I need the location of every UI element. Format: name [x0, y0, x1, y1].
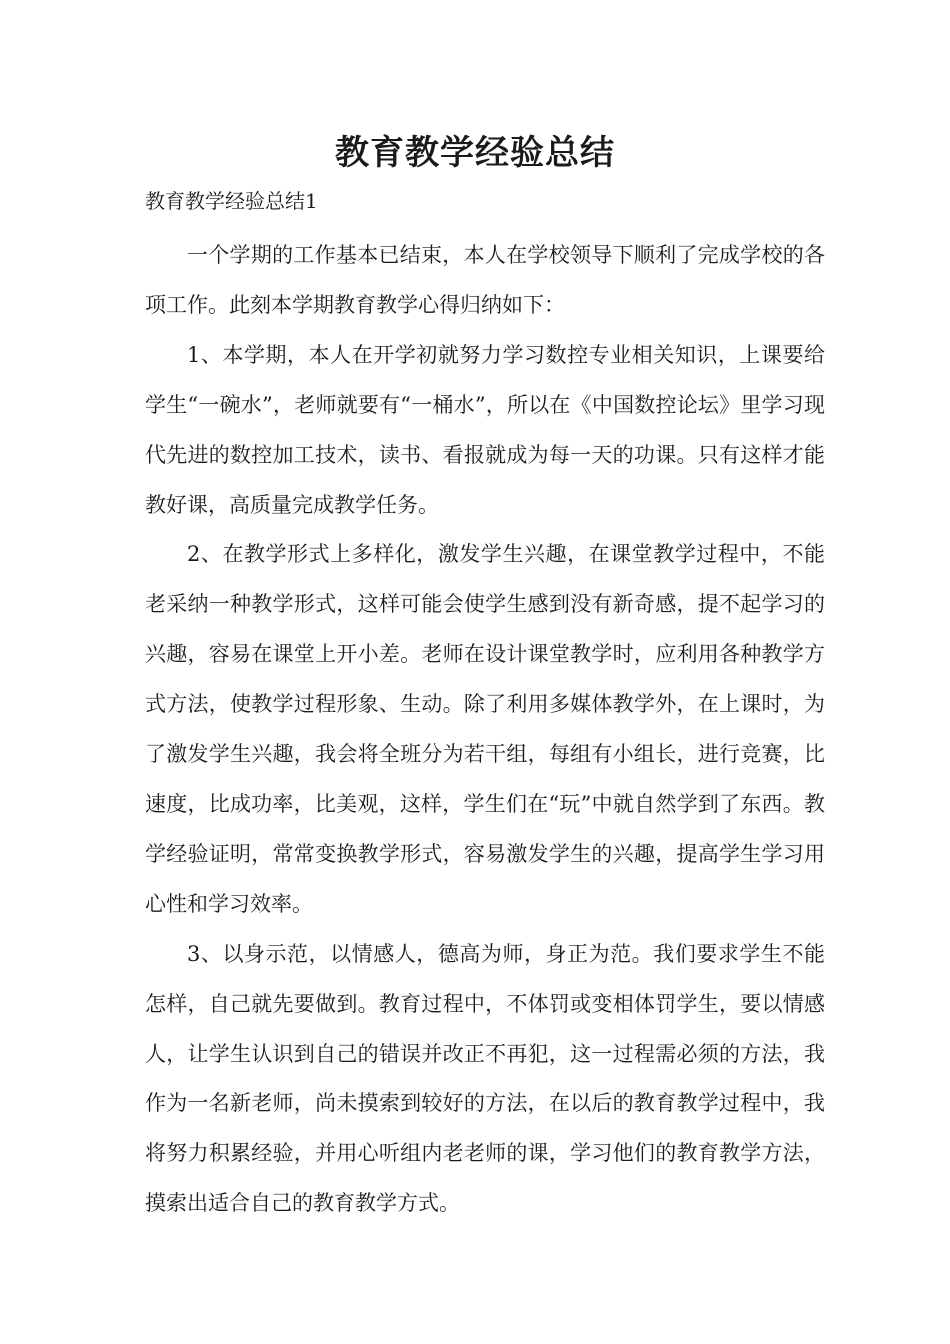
paragraph-point-3: 3、以身示范，以情感人，德高为师，身正为范。我们要求学生不能怎样，自己就先要做到。教育过程中，不体罚或变相体罚学生，要以情感人，让学生认识到自己的错误并改正不再犯，这一过程需必须的方法，我作为一名新老师，尚未摸索到较好的方法，在以后的教育教学过程中，我将努力积累经验，并用心听组内老老师的课，学习他们的教育教学方法，摸索出适合自己的教育教学方式。 [145, 941, 825, 1216]
section-subtitle: 教育教学经验总结1 [145, 189, 318, 213]
paragraph-point-2: 2、在教学形式上多样化，激发学生兴趣，在课堂教学过程中，不能老采纳一种教学形式，这样可能会使学生感到没有新奇感，提不起学习的兴趣，容易在课堂上开小差。老师在设计课堂教学时，应利用各种教学方式方法，使教学过程形象、生动。除了利用多媒体教学外，在上课时，为了激发学生兴趣，我会将全班分为若干组，每组有小组长，进行竞赛，比速度，比成功率，比美观，这样，学生们在“玩”中就自然学到了东西。教学经验证明，常常变换教学形式，容易激发学生的兴趣，提高学生学习用心性和学习效率。 [145, 542, 825, 916]
document-title: 教育教学经验总结 [335, 133, 615, 173]
paragraph-intro: 一个学期的工作基本已结束，本人在学校领导下顺利了完成学校的各项工作。此刻本学期教育教学心得归纳如下： [145, 243, 825, 317]
paragraph-point-1: 1、本学期，本人在开学初就努力学习数控专业相关知识，上课要给学生“一碗水”，老师就要有“一桶水”，所以在《中国数控论坛》里学习现代先进的数控加工技术，读书、看报就成为每一天的功课。只有这样才能教好课，高质量完成教学任务。 [145, 342, 825, 517]
document-body [145, 231, 825, 1229]
